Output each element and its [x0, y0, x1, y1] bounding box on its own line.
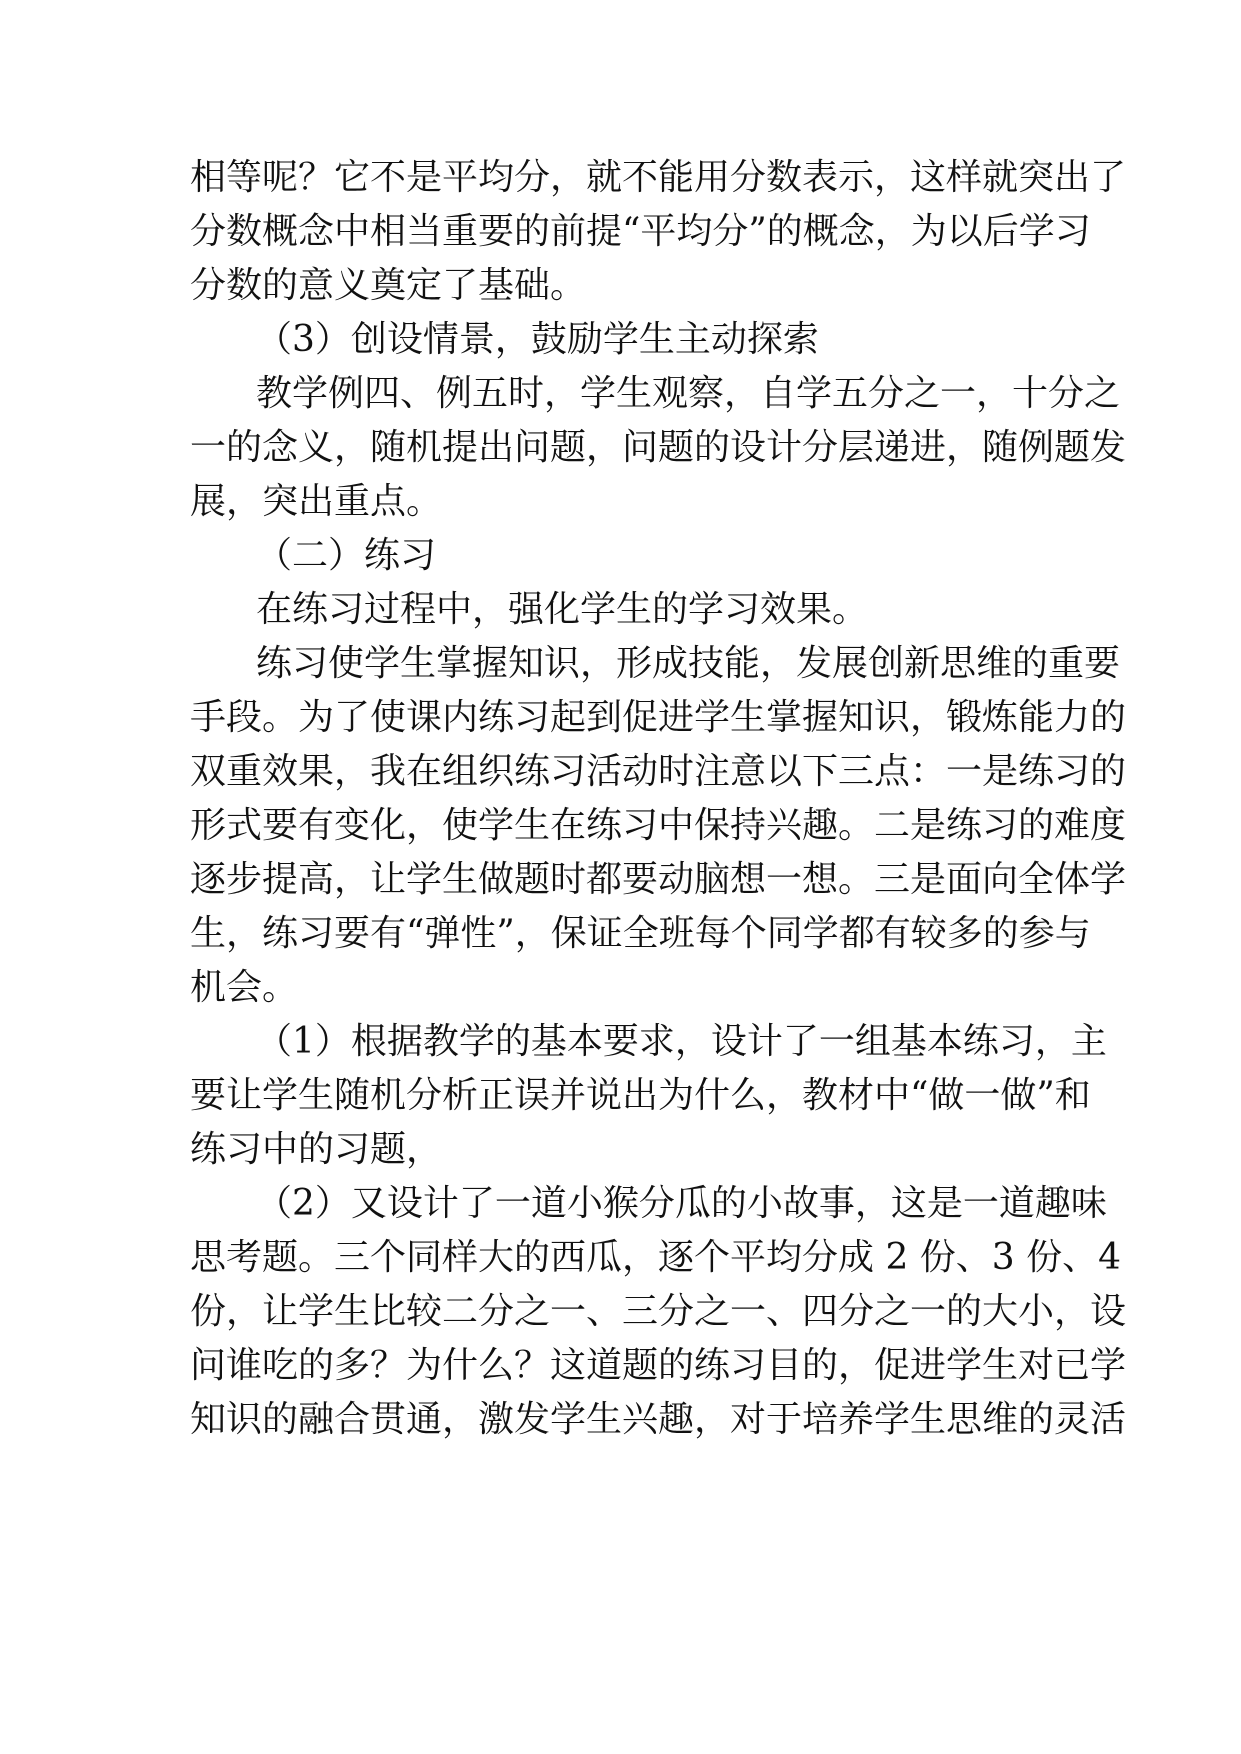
paragraph-start-line: （2）又设计了一道小猴分瓜的小故事，这是一道趣味 [256, 1183, 1107, 1224]
text-line: 问谁吃的多？为什么？这道题的练习目的，促进学生对已学 [190, 1345, 1127, 1386]
paragraph-start-line: 教学例四、例五时，学生观察，自学五分之一，十分之 [256, 373, 1121, 414]
text-line: 思考题。三个同样大的西瓜，逐个平均分成 2 份、3 份、4 [190, 1237, 1122, 1278]
paragraph-start-line: （1）根据教学的基本要求，设计了一组基本练习，主 [256, 1021, 1107, 1062]
section-heading: （二）练习 [256, 535, 437, 576]
text-line: 生，练习要有“弹性”，保证全班每个同学都有较多的参与 [190, 913, 1091, 954]
text-line: 份，让学生比较二分之一、三分之一、四分之一的大小，设 [190, 1291, 1127, 1332]
text-line: 形式要有变化，使学生在练习中保持兴趣。二是练习的难度 [190, 805, 1127, 846]
text-line: 展，突出重点。 [190, 481, 443, 522]
paragraph-start-line: 在练习过程中，强化学生的学习效果。 [256, 589, 869, 630]
text-line: 知识的融合贯通，激发学生兴趣，对于培养学生思维的灵活 [190, 1399, 1127, 1440]
text-line: 要让学生随机分析正误并说出为什么，教材中“做一做”和 [190, 1075, 1091, 1116]
text-line: 机会。 [190, 967, 299, 1008]
text-line: 分数概念中相当重要的前提“平均分”的概念，为以后学习 [190, 211, 1091, 252]
section-heading: （3）创设情景，鼓励学生主动探索 [256, 319, 819, 360]
text-line: 分数的意义奠定了基础。 [190, 265, 587, 306]
paragraph-start-line: 练习使学生掌握知识，形成技能，发展创新思维的重要 [256, 643, 1121, 684]
text-line: 双重效果，我在组织练习活动时注意以下三点：一是练习的 [190, 751, 1127, 792]
text-line: 练习中的习题， [190, 1129, 443, 1170]
text-line: 一的念义，随机提出问题，问题的设计分层递进，随例题发 [190, 427, 1127, 468]
text-line: 逐步提高，让学生做题时都要动脑想一想。三是面向全体学 [190, 859, 1127, 900]
text-line: 相等呢？它不是平均分，就不能用分数表示，这样就突出了 [190, 157, 1127, 198]
text-line: 手段。为了使课内练习起到促进学生掌握知识，锻炼能力的 [190, 697, 1127, 738]
